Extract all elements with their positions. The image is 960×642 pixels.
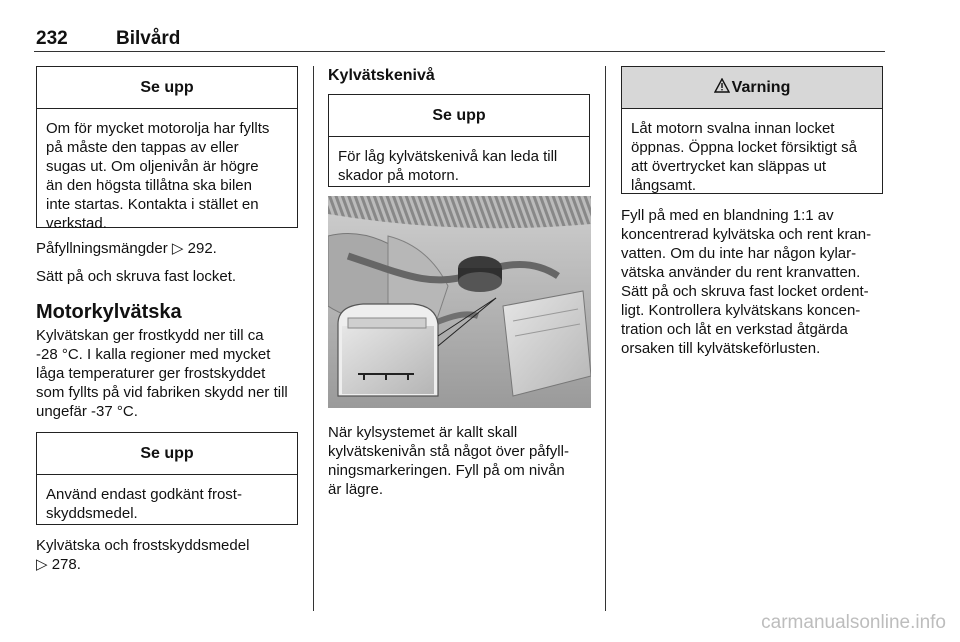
text-line: ungefär -37 °C. xyxy=(36,403,138,420)
text-line: koncentrerad kylvätska och rent kran- xyxy=(621,226,872,243)
text-line: vatten. Om du inte har någon kylar- xyxy=(621,245,857,262)
text-line: skyddsmedel. xyxy=(46,505,138,522)
text-line: är lägre. xyxy=(328,481,384,498)
arrow-ref-icon: ▷ xyxy=(171,240,184,257)
text-line: För låg kylvätskenivå kan leda till xyxy=(338,148,558,165)
caution-box-antifreeze xyxy=(36,432,298,525)
page-title: Bilvård xyxy=(116,28,181,49)
text-line: låga temperaturer ger frostskyddet xyxy=(36,365,266,382)
column-2 xyxy=(328,66,590,187)
column-divider-1 xyxy=(313,66,314,611)
text-line: på måste den tappas av eller xyxy=(46,139,239,156)
text-line: Fyll på med en blandning 1:1 av xyxy=(621,207,834,224)
column-divider-2 xyxy=(605,66,606,611)
subsection-heading: Kylvätskenivå xyxy=(328,67,435,84)
text-line: skador på motorn. xyxy=(338,167,459,184)
text-line: ningsmarkeringen. Fyll på om nivån xyxy=(328,462,565,479)
warning-body xyxy=(622,109,882,205)
column-1 xyxy=(36,66,298,574)
page-number: 232 xyxy=(36,28,68,49)
text-line: orsaken till kylvätskeförlusten. xyxy=(621,340,821,357)
text-line: sugas ut. Om oljenivån är högre xyxy=(46,158,259,175)
text-line: Använd endast godkänt frost- xyxy=(46,486,242,503)
coolant-ref-text: Kylvätska och frostskyddsmedel xyxy=(36,537,250,554)
warning-header xyxy=(622,67,882,109)
text-line: Låt motorn svalna innan locket xyxy=(631,120,835,137)
engine-coolant-reservoir-illustration xyxy=(328,196,591,408)
warning-title: Varning xyxy=(731,78,791,96)
warning-box xyxy=(621,66,883,194)
text-line: tration och låt en verkstad åtgärda xyxy=(621,321,848,338)
text-line: verkstad. xyxy=(46,215,107,232)
caution-body xyxy=(37,475,297,533)
ref-text: Påfyllningsmängder xyxy=(36,240,168,257)
section-heading: Motorkylvätska xyxy=(36,301,182,323)
refill-quantities-ref xyxy=(36,239,298,258)
caution-title: Se upp xyxy=(37,67,297,109)
caution-title: Se upp xyxy=(37,433,297,475)
coolant-ref-page xyxy=(36,555,298,574)
header-rule xyxy=(34,51,885,52)
text-line: som fyllts på vid fabriken skydd ner till xyxy=(36,384,288,401)
text-line: Sätt på och skruva fast locket ordent- xyxy=(621,283,869,300)
ref-page: 278. xyxy=(51,556,81,573)
caution-body xyxy=(37,109,297,243)
column-2-lower xyxy=(328,423,590,499)
text-line: Om för mycket motorolja har fyllts xyxy=(46,120,270,137)
text-line: än den högsta tillåtna ska bilen xyxy=(46,177,252,194)
caution-body xyxy=(329,137,589,195)
text-line: att övertrycket kan släppas ut xyxy=(631,158,827,175)
text-line: ligt. Kontrollera kylvätskans koncen- xyxy=(621,302,861,319)
text-line: kylvätskenivån stå något över påfyll- xyxy=(328,443,569,460)
caution-title: Se upp xyxy=(329,95,589,137)
engine-bay-image xyxy=(328,196,591,408)
text-line: -28 °C. I kalla regioner med mycket xyxy=(36,346,271,363)
section-body xyxy=(36,326,298,421)
text-line: vätska använder du rent kranvatten. xyxy=(621,264,861,281)
warning-triangle-icon xyxy=(714,78,730,97)
column-3 xyxy=(621,66,883,358)
caution-box-oil xyxy=(36,66,298,232)
caution-box-coolant-level xyxy=(328,94,590,187)
arrow-ref-icon: ▷ xyxy=(36,556,48,573)
refill-instructions xyxy=(621,206,883,358)
watermark: carmanualsonline.info xyxy=(761,612,946,633)
text-line: inte startas. Kontakta i stället en xyxy=(46,196,259,213)
text-line: Kylvätskan ger frostkydd ner till ca xyxy=(36,327,264,344)
text-line: långsamt. xyxy=(631,177,697,194)
ref-page: 292. xyxy=(187,240,217,257)
close-cap-text: Sätt på och skruva fast locket. xyxy=(36,268,237,285)
text-line: När kylsystemet är kallt skall xyxy=(328,424,518,441)
text-line: öppnas. Öppna locket försiktigt så xyxy=(631,139,857,156)
